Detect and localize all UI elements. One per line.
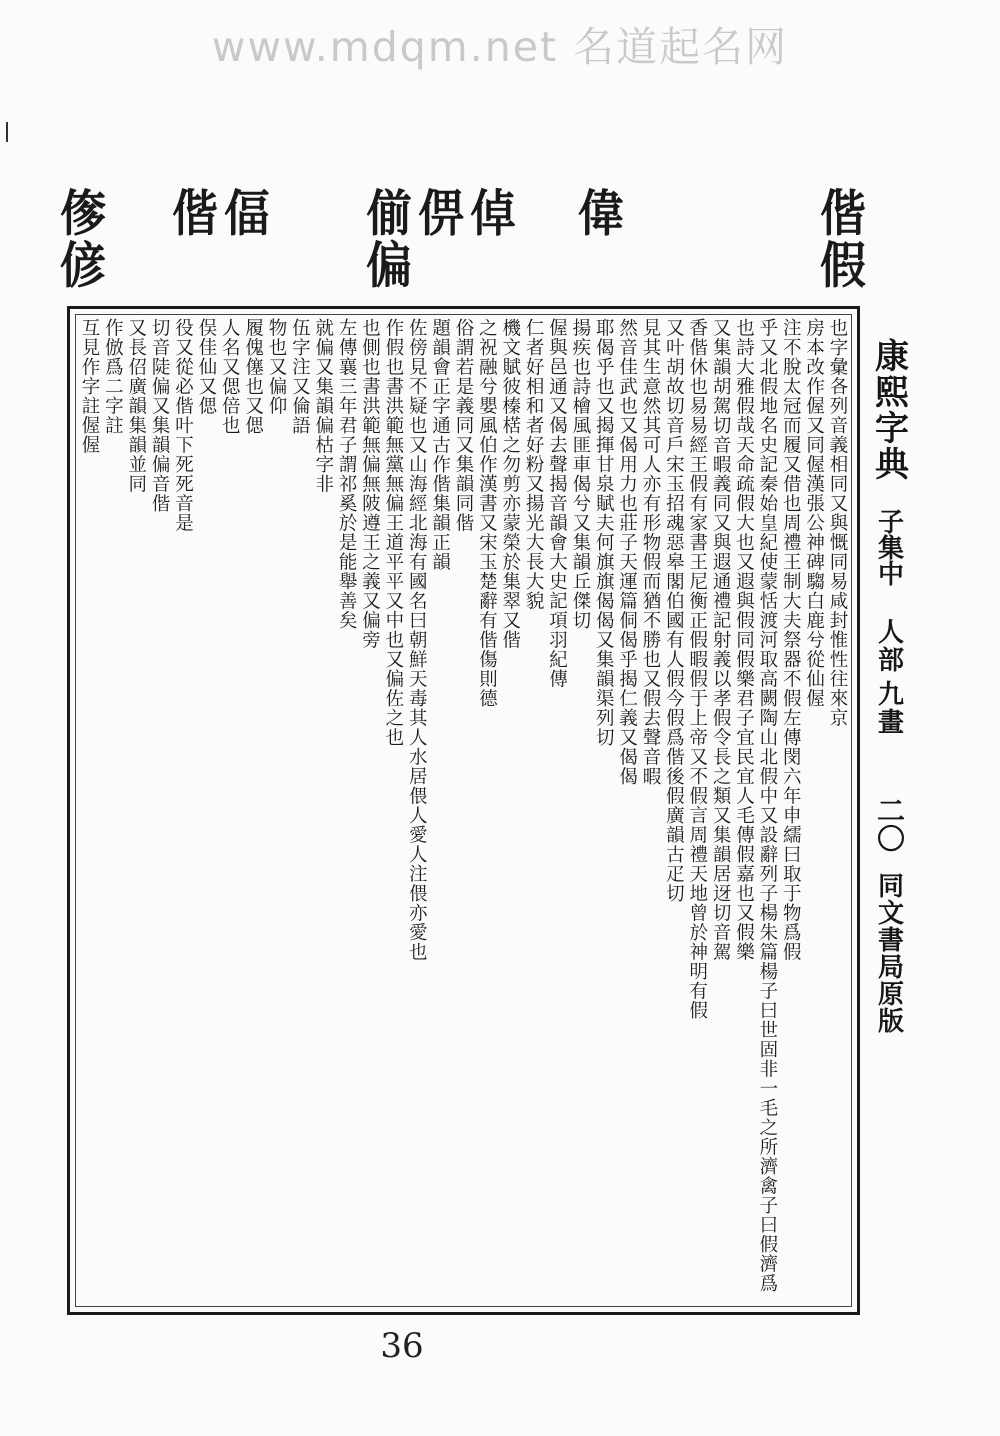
text-column: 作倣爲二字註 [102,318,124,435]
collection-label: 子集中 [873,508,904,586]
seal-group-right [818,183,868,295]
text-column: 耶偈乎也又揭揮甘泉賦夫何旗旗偈偈又集韻渠列切 [593,318,615,747]
seal-character: 偂 [366,183,412,243]
seal-character: 㑭 [418,183,464,243]
seal-character: 偧 [60,183,106,243]
text-frame [67,306,860,1315]
text-column: 役又從必偕叶下死死音是 [172,318,194,533]
text-column: 又叶胡故切音戶宋玉招魂惡皋閣伯國有人假今假爲偕後假廣韻古疋切 [663,318,685,903]
seal-character: 偏 [366,235,412,295]
book-title: 康熙字典 [868,338,909,482]
seal-character: 偪 [224,183,270,243]
text-column: 俗謂若是義同又集韻同偕 [453,318,474,533]
page-number: 36 [380,1326,424,1366]
text-column: 注不脫太冠而履又借也周禮王制大夫祭器不假左傳閔六年申繻曰取于物爲假 [780,318,802,962]
text-column: 互見作字註偓偓 [79,318,100,455]
folio-number: 二〇 [873,796,906,852]
text-column: 乎又北假地名史記秦始皇紀使蒙恬渡河取高闕陶山北假中又設辭列子楊朱篇楊子曰世固非一毛之所濟禽子曰假濟爲 [756,318,778,1293]
publisher-label: 同文書局原版 [873,872,904,1034]
text-column: 香偕休也易易經王假有家書王尼衡正假暇假于上帝又不假言周禮天地曾於神明有假 [686,318,708,1020]
running-head [866,338,912,1310]
text-column: 俣佳仙又偲 [195,318,217,416]
seal-character: 偕 [172,183,218,243]
seal-column [170,183,220,290]
seal-column [58,183,108,295]
text-column: 之祝融兮嬰風伯作漢書又宋玉楚辭有偕傷則德 [476,318,498,708]
text-column: 履傀僿也又偲 [242,318,264,435]
watermark: www.mdqm.net 名道起名网 [211,23,789,71]
dictionary-text-columns [78,318,849,1304]
seal-heading-row [58,183,868,306]
scan-edge-mark [6,122,8,142]
text-column: 物也又偏仰 [266,318,287,416]
text-column: 也詩大雅假哉天命疏假大也又遐與假同假樂君子宜民宜人毛傳假嘉也又假樂 [733,318,755,962]
text-column: 左傳襄三年君子謂祁奚於是能舉善矣 [336,318,358,630]
seal-character: 倬 [470,183,516,243]
text-column: 仁者好相和者好粉又揚光大長大貌 [523,318,545,611]
text-column: 人名又偲倍也 [219,318,241,435]
seal-character: 偉 [578,183,624,243]
text-column: 揚疾也詩檜風匪車偈兮又集韻丘傑切 [569,318,591,630]
text-column: 作假也書洪範無黨無偏王道平平又中也又偏佐之也 [382,318,404,747]
seal-group-middle [364,183,626,295]
text-column: 機文賦彼榛楛之勿剪亦蒙榮於集翠又偕 [499,318,521,650]
text-column: 又集韻胡駕切音暇義同又與遐通禮記射義以孝假令長之類又集韻居迓切音駕 [710,318,732,962]
seal-column [576,183,626,290]
text-column: 題韻會正字通古作偕集韻正韻 [429,318,451,572]
text-column: 伍字注又倫語 [289,318,311,435]
stroke-count-label: 九畫 [873,680,904,736]
seal-column [364,183,414,295]
text-column: 也字彙各列音義相同又與慨同易咸封惟性往來京 [827,318,848,728]
text-column: 見其生意然其可人亦有形物假而猶不勝也又假去聲音暇 [640,318,661,786]
seal-group-left [58,183,272,295]
radical-label: 人部 [873,618,904,674]
text-column: 房本改作偓又同偓漢張公神碑騶白鹿兮從仙偓 [803,318,825,708]
seal-column [468,183,518,290]
seal-character: 偕 [820,183,866,243]
text-column: 也側也書洪範無偏無陂遵王之義又偏旁 [359,318,381,650]
seal-column [222,183,272,290]
text-column: 又長佋廣韻集韻並同 [125,318,147,494]
seal-character: 偐 [60,235,106,295]
text-column: 切音陡偏又集韻偏音偕 [149,318,171,513]
text-column: 然音佳武也又偈用力也莊子天運篇侗偈乎揭仁義又偈偈 [616,318,638,786]
seal-character: 假 [820,235,866,295]
seal-column [416,183,466,290]
seal-column [818,183,868,295]
text-column: 佐傍見不疑也又山海經北海有國名曰朝鮮天毒其人水居偎人愛人注偎亦愛也 [406,318,428,962]
text-column: 就偏又集韻偏枯字非 [312,318,334,494]
text-column: 偓與邑通又偈去聲揭音韻會大史記項羽紀傳 [546,318,568,689]
